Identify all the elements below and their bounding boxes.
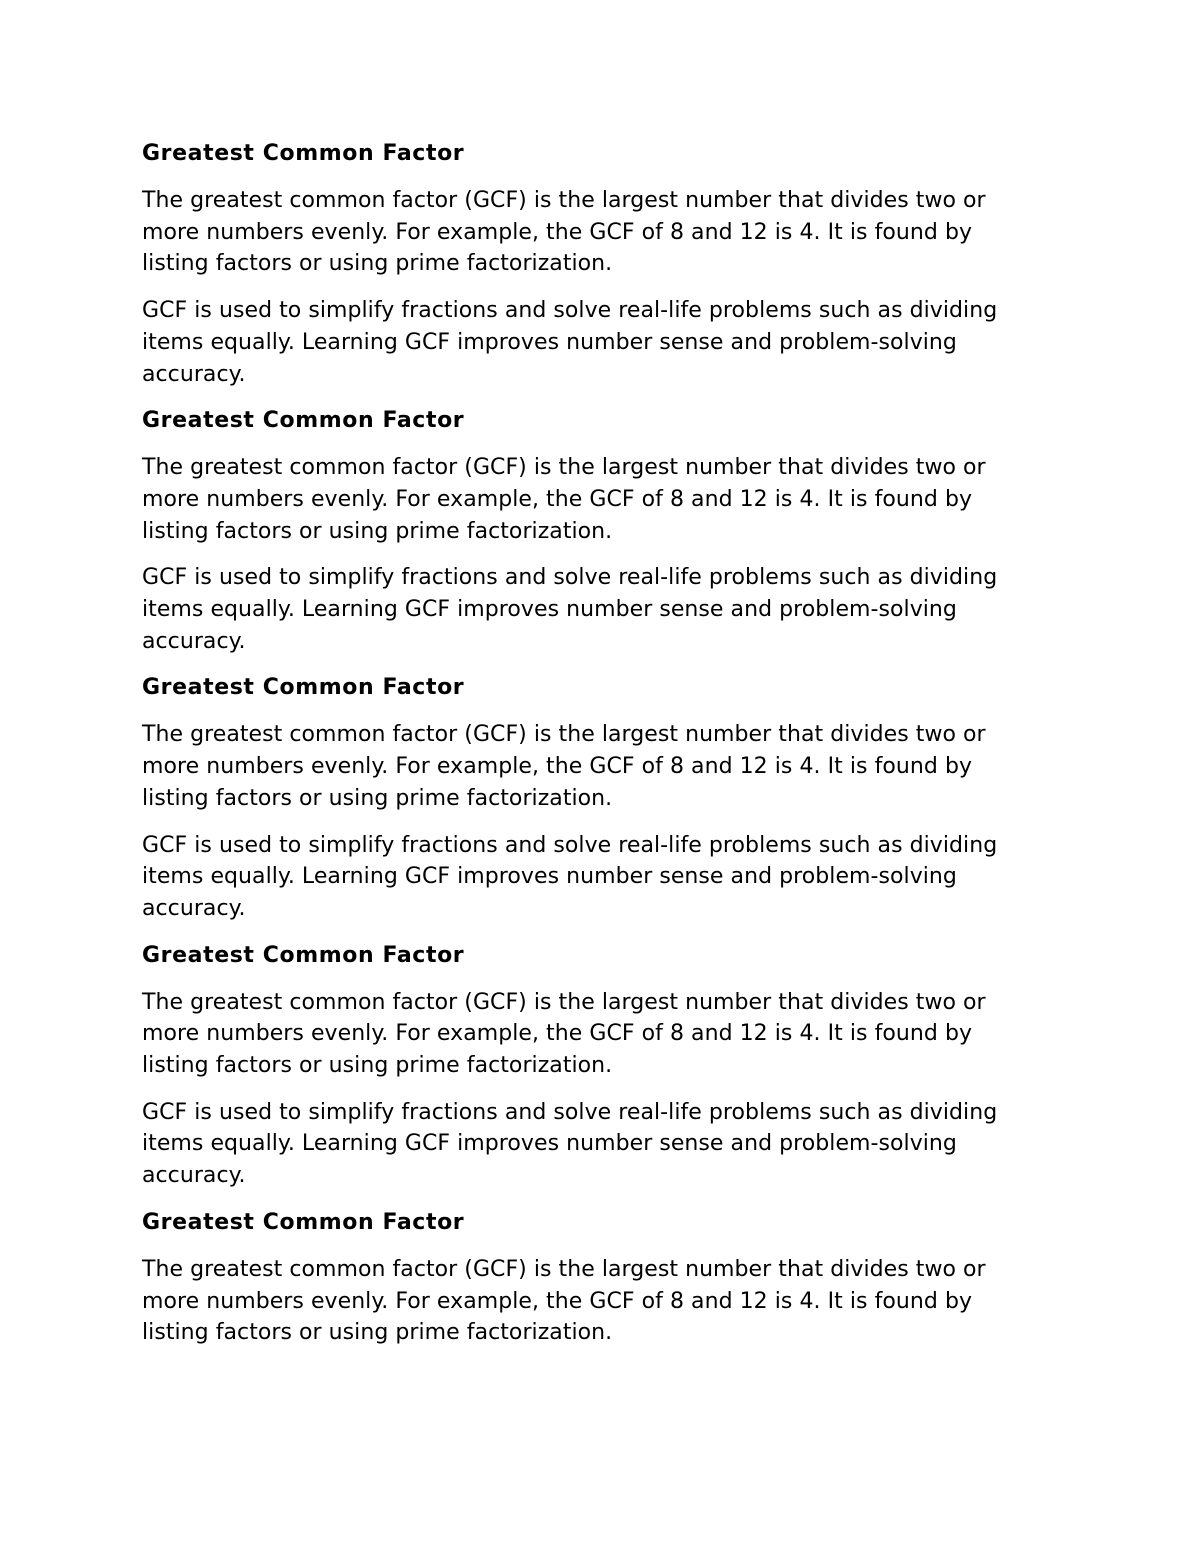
paragraph-line: listing factors or using prime factorization. xyxy=(142,1053,613,1079)
section-paragraph xyxy=(142,1254,1062,1349)
paragraph-line: more numbers evenly. For example, the GCF of 8 and 12 is 4. It is found by xyxy=(142,1288,973,1314)
section-paragraph xyxy=(142,830,1062,925)
section-heading: Greatest Common Factor xyxy=(142,141,465,166)
section-paragraph xyxy=(142,719,1062,814)
paragraph-line: GCF is used to simplify fractions and solve real-life problems such as dividing xyxy=(142,1099,998,1125)
paragraph-line: more numbers evenly. For example, the GCF of 8 and 12 is 4. It is found by xyxy=(142,1021,973,1047)
paragraph-line: items equally. Learning GCF improves number sense and problem-solving xyxy=(142,329,957,355)
paragraph-line: accuracy. xyxy=(142,1163,246,1189)
paragraph-line: listing factors or using prime factorization. xyxy=(142,785,613,811)
section-paragraph xyxy=(142,452,1062,547)
paragraph-line: more numbers evenly. For example, the GCF of 8 and 12 is 4. It is found by xyxy=(142,219,973,245)
section-paragraph xyxy=(142,987,1062,1082)
section-paragraph xyxy=(142,185,1062,280)
paragraph-line: listing factors or using prime factorization. xyxy=(142,251,613,277)
section-paragraph xyxy=(142,562,1062,657)
section-heading: Greatest Common Factor xyxy=(142,675,465,701)
paragraph-line: The greatest common factor (GCF) is the largest number that divides two or xyxy=(142,455,986,481)
paragraph-line: accuracy. xyxy=(142,895,246,921)
paragraph-line: more numbers evenly. For example, the GCF of 8 and 12 is 4. It is found by xyxy=(142,754,973,780)
paragraph-line: accuracy. xyxy=(142,628,246,654)
paragraph-line: The greatest common factor (GCF) is the largest number that divides two or xyxy=(142,989,986,1015)
section-heading: Greatest Common Factor xyxy=(142,408,465,434)
paragraph-line: more numbers evenly. For example, the GCF of 8 and 12 is 4. It is found by xyxy=(142,486,973,512)
section-heading: Greatest Common Factor xyxy=(142,1209,465,1235)
paragraph-line: listing factors or using prime factorization. xyxy=(142,518,613,544)
section-heading: Greatest Common Factor xyxy=(142,942,465,968)
section-paragraph xyxy=(142,295,1062,390)
section-paragraph xyxy=(142,1097,1062,1192)
paragraph-line: The greatest common factor (GCF) is the largest number that divides two or xyxy=(142,722,986,748)
paragraph-line: The greatest common factor (GCF) is the largest number that divides two or xyxy=(142,188,986,213)
document-body xyxy=(142,138,1062,1364)
paragraph-line: accuracy. xyxy=(142,361,246,387)
paragraph-line: The greatest common factor (GCF) is the largest number that divides two or xyxy=(142,1256,986,1282)
paragraph-line: GCF is used to simplify fractions and solve real-life problems such as dividing xyxy=(142,565,998,591)
paragraph-line: GCF is used to simplify fractions and solve real-life problems such as dividing xyxy=(142,298,998,324)
paragraph-line: items equally. Learning GCF improves number sense and problem-solving xyxy=(142,597,957,623)
paragraph-line: items equally. Learning GCF improves number sense and problem-solving xyxy=(142,1131,957,1157)
paragraph-line: GCF is used to simplify fractions and solve real-life problems such as dividing xyxy=(142,832,998,858)
paragraph-line: listing factors or using prime factorization. xyxy=(142,1320,613,1346)
paragraph-line: items equally. Learning GCF improves number sense and problem-solving xyxy=(142,864,957,890)
